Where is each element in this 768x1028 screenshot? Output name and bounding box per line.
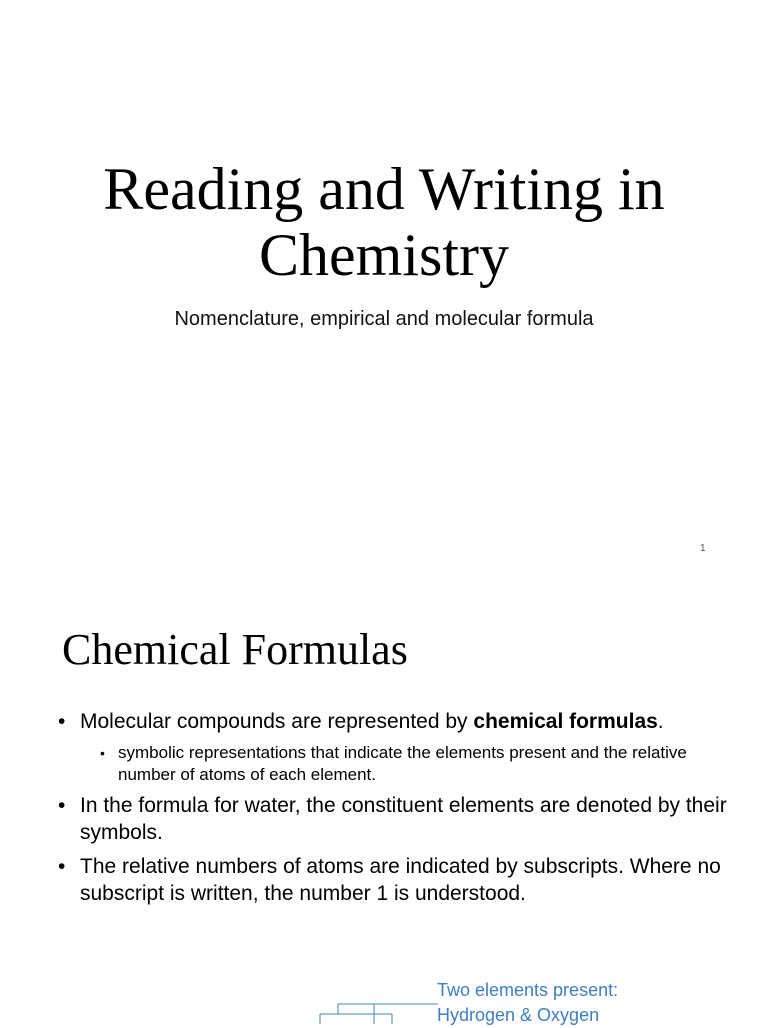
bullet-text-end: . [657, 710, 664, 733]
bullet-item [58, 792, 738, 846]
callout-line-1: Two elements present: [437, 980, 619, 1000]
bullet-item [58, 853, 738, 907]
sub-bullet-text: symbolic representations that indicate the elements present and the relative number of atoms of each element. [118, 743, 687, 784]
callout-line-2: Hydrogen & Oxygen [437, 1005, 600, 1025]
slide-heading: Chemical Formulas [62, 625, 408, 674]
bullet-bold-term: chemical formulas [473, 710, 658, 733]
bullet-list [58, 708, 738, 914]
callout-annotation [437, 978, 618, 1028]
bullet-text: The relative numbers of atoms are indicated by subscripts. Where no subscript is written, the number 1 is understood. [80, 855, 721, 905]
sub-bullet-item [100, 742, 738, 786]
slide-title: Reading and Writing in Chemistry [103, 156, 665, 288]
callout-connector-diagram [318, 1000, 440, 1024]
bullet-text: In the formula for water, the constituent elements are denoted by their symbols. [80, 794, 727, 844]
page-number: 1 [700, 543, 706, 554]
content-slide [0, 576, 768, 1024]
bullet-text: Molecular compounds are represented by [80, 710, 474, 733]
slide-subtitle: Nomenclature, empirical and molecular formula [174, 308, 594, 330]
bullet-item [58, 708, 738, 735]
